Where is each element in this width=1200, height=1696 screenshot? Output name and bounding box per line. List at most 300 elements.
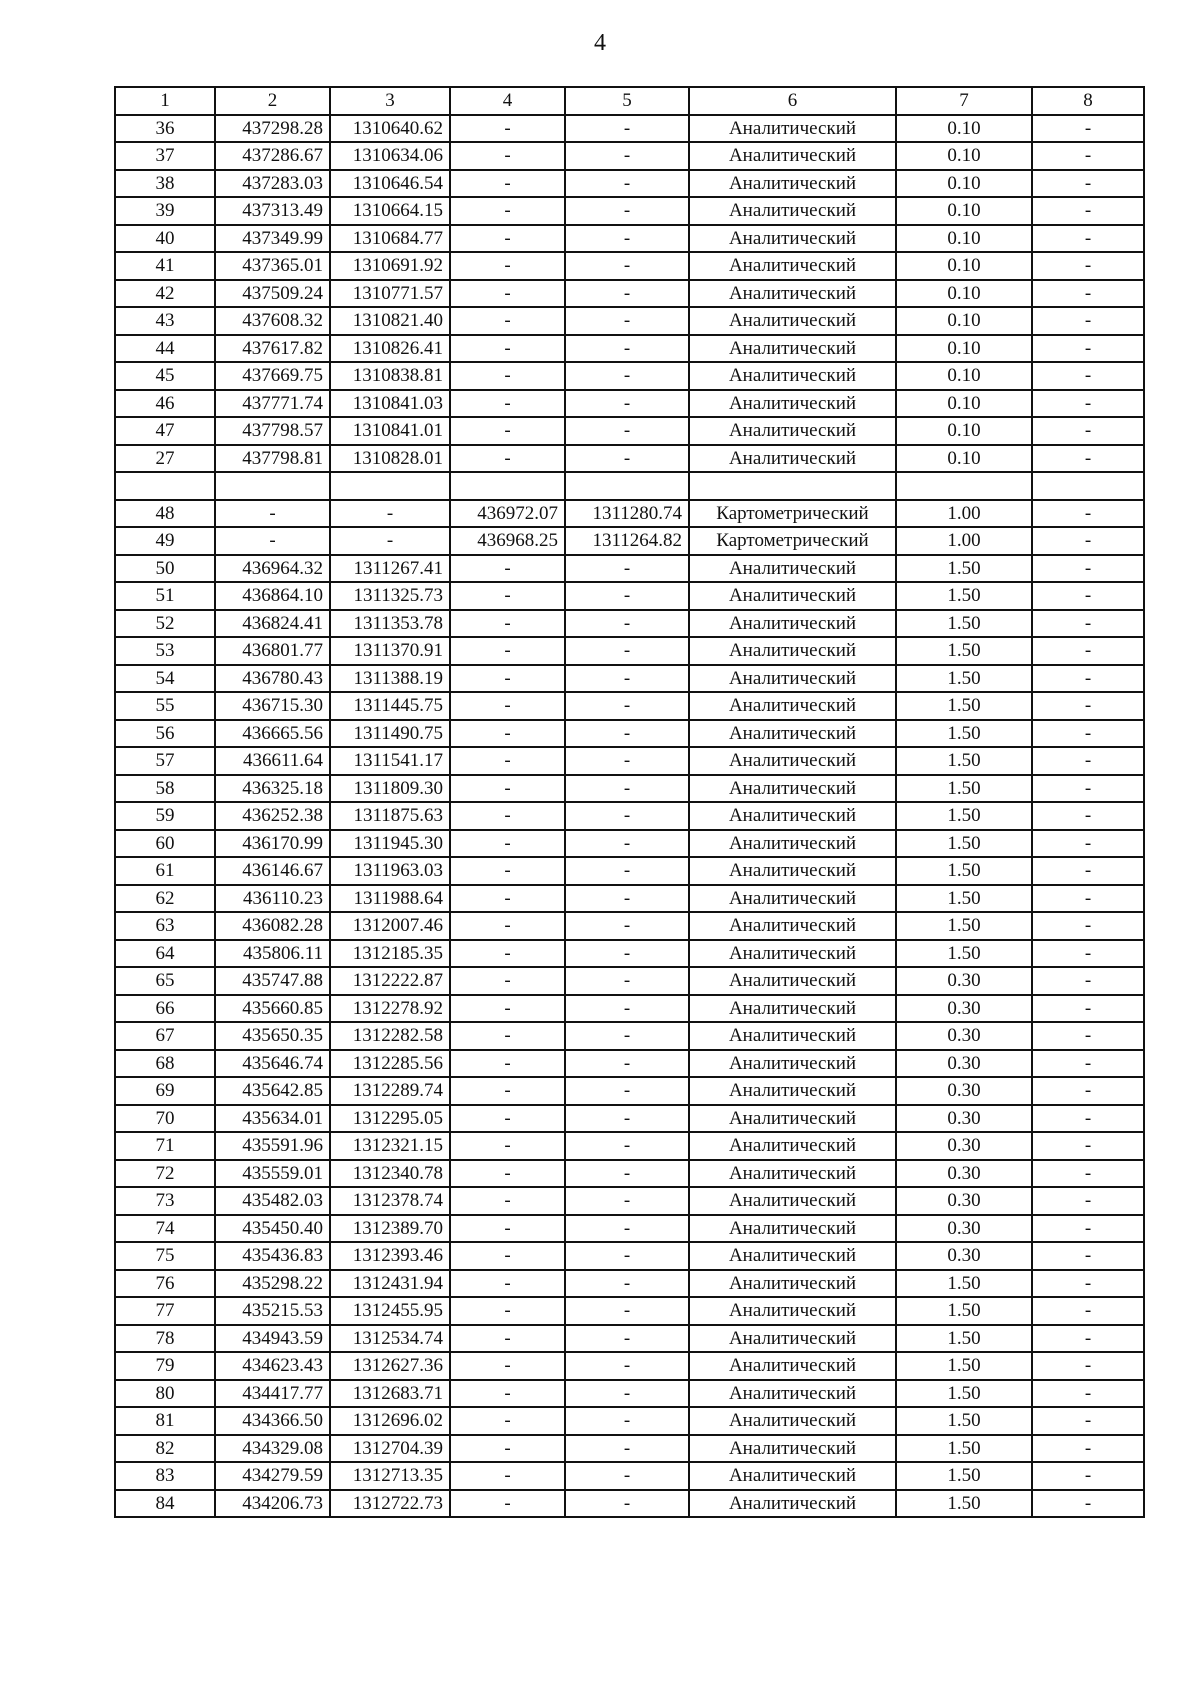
table-cell: - [565, 802, 689, 830]
table-cell: - [450, 830, 565, 858]
table-cell: 1.50 [896, 1462, 1032, 1490]
table-cell: - [450, 1380, 565, 1408]
table-cell: 81 [115, 1407, 215, 1435]
table-cell: 59 [115, 802, 215, 830]
table-cell: - [565, 665, 689, 693]
table-cell: 1.50 [896, 1380, 1032, 1408]
table-cell: - [565, 115, 689, 143]
table-cell: - [1032, 252, 1144, 280]
table-cell: 68 [115, 1050, 215, 1078]
table-row [115, 995, 1144, 1023]
table-cell: - [215, 527, 330, 555]
table-cell: 0.10 [896, 445, 1032, 473]
table-cell: 436780.43 [215, 665, 330, 693]
table-cell: - [565, 1187, 689, 1215]
table-row [115, 500, 1144, 528]
table-cell: - [1032, 802, 1144, 830]
table-row [115, 225, 1144, 253]
table-row [115, 637, 1144, 665]
table-cell: - [450, 637, 565, 665]
table-cell: - [565, 362, 689, 390]
table-cell: - [1032, 170, 1144, 198]
table-cell [565, 472, 689, 500]
table-cell: 1.50 [896, 637, 1032, 665]
table-cell: - [1032, 940, 1144, 968]
table-cell: 54 [115, 665, 215, 693]
table-cell: 80 [115, 1380, 215, 1408]
table-row [115, 665, 1144, 693]
table-row [115, 610, 1144, 638]
column-header: 4 [450, 87, 565, 115]
table-cell: 1311280.74 [565, 500, 689, 528]
table-cell: 1.50 [896, 692, 1032, 720]
table-cell: - [1032, 1380, 1144, 1408]
table-cell: 1310838.81 [330, 362, 450, 390]
table-row [115, 967, 1144, 995]
table-row [115, 1105, 1144, 1133]
table-cell: - [1032, 500, 1144, 528]
table-cell: Аналитический [689, 115, 896, 143]
table-cell: 1312627.36 [330, 1352, 450, 1380]
table-row [115, 1407, 1144, 1435]
table-cell: - [1032, 857, 1144, 885]
table-cell: 52 [115, 610, 215, 638]
table-cell: 1312285.56 [330, 1050, 450, 1078]
table-cell: Аналитический [689, 885, 896, 913]
table-cell: 1.50 [896, 1297, 1032, 1325]
table-cell: - [565, 445, 689, 473]
table-cell: - [450, 610, 565, 638]
table-cell: - [450, 1297, 565, 1325]
table-cell: 1.50 [896, 802, 1032, 830]
table-cell: 437617.82 [215, 335, 330, 363]
table-cell: - [450, 280, 565, 308]
table-cell: - [1032, 582, 1144, 610]
table-cell: - [450, 1407, 565, 1435]
table-cell: 1.50 [896, 555, 1032, 583]
table-cell: Аналитический [689, 1380, 896, 1408]
table-cell: Аналитический [689, 445, 896, 473]
table-cell: 1.00 [896, 527, 1032, 555]
table-cell: 435450.40 [215, 1215, 330, 1243]
table-cell: - [565, 252, 689, 280]
table-cell: Аналитический [689, 720, 896, 748]
table-cell: - [1032, 1352, 1144, 1380]
table-cell: - [565, 1407, 689, 1435]
table-cell: 78 [115, 1325, 215, 1353]
table-cell: 437798.57 [215, 417, 330, 445]
table-cell: 1.50 [896, 747, 1032, 775]
table-cell: - [565, 912, 689, 940]
table-row [115, 1160, 1144, 1188]
table-cell: 56 [115, 720, 215, 748]
table-cell: 0.30 [896, 1242, 1032, 1270]
table-cell: 38 [115, 170, 215, 198]
table-cell: - [565, 1050, 689, 1078]
table-cell: 0.30 [896, 1187, 1032, 1215]
table-cell: - [1032, 527, 1144, 555]
table-cell: 1310640.62 [330, 115, 450, 143]
table-cell: 436964.32 [215, 555, 330, 583]
table-cell: 437298.28 [215, 115, 330, 143]
table-cell: 1.50 [896, 1270, 1032, 1298]
table-cell: 436146.67 [215, 857, 330, 885]
table-cell: - [1032, 390, 1144, 418]
table-cell: - [1032, 1160, 1144, 1188]
table-cell: - [450, 692, 565, 720]
table-cell: 74 [115, 1215, 215, 1243]
table-cell: 434417.77 [215, 1380, 330, 1408]
table-cell: 0.10 [896, 252, 1032, 280]
table-cell: 72 [115, 1160, 215, 1188]
table-cell: - [1032, 885, 1144, 913]
table-cell: - [565, 1077, 689, 1105]
table-cell: - [450, 335, 565, 363]
table-cell: - [1032, 1022, 1144, 1050]
table-cell: 1310691.92 [330, 252, 450, 280]
table-cell: 1312222.87 [330, 967, 450, 995]
table-cell: - [1032, 720, 1144, 748]
table-cell: 436252.38 [215, 802, 330, 830]
table-cell: 1.50 [896, 1407, 1032, 1435]
table-cell: 1312713.35 [330, 1462, 450, 1490]
table-cell: 50 [115, 555, 215, 583]
table-cell: 1311325.73 [330, 582, 450, 610]
table-cell: 1.50 [896, 720, 1032, 748]
table-cell: - [450, 1050, 565, 1078]
table-cell: - [1032, 335, 1144, 363]
table-cell: - [1032, 1325, 1144, 1353]
table-cell: 66 [115, 995, 215, 1023]
table-row [115, 1352, 1144, 1380]
table-cell: - [565, 1490, 689, 1518]
table-cell: 1312340.78 [330, 1160, 450, 1188]
column-header: 5 [565, 87, 689, 115]
table-cell: - [565, 1435, 689, 1463]
table-cell: 1311353.78 [330, 610, 450, 638]
table-cell: 0.30 [896, 995, 1032, 1023]
table-cell: 435215.53 [215, 1297, 330, 1325]
table-cell: 1312534.74 [330, 1325, 450, 1353]
table-cell: - [565, 720, 689, 748]
table-row [115, 115, 1144, 143]
table-cell: 1.50 [896, 885, 1032, 913]
table-row [115, 1132, 1144, 1160]
table-cell: 1.50 [896, 1490, 1032, 1518]
table-row [115, 912, 1144, 940]
table-row [115, 527, 1144, 555]
table-cell: 55 [115, 692, 215, 720]
table-cell: Аналитический [689, 417, 896, 445]
table-cell: - [1032, 1105, 1144, 1133]
table-row [115, 1270, 1144, 1298]
table-cell: - [565, 775, 689, 803]
table-cell: 69 [115, 1077, 215, 1105]
table-cell: 435650.35 [215, 1022, 330, 1050]
table-cell: Аналитический [689, 1215, 896, 1243]
table-cell: 1311963.03 [330, 857, 450, 885]
table-row [115, 1462, 1144, 1490]
table-cell: 65 [115, 967, 215, 995]
table-row [115, 692, 1144, 720]
table-cell: - [450, 417, 565, 445]
table-cell: Аналитический [689, 1352, 896, 1380]
table-cell: - [1032, 1242, 1144, 1270]
table-cell: 437798.81 [215, 445, 330, 473]
table-cell: - [450, 1462, 565, 1490]
table-cell: 1310826.41 [330, 335, 450, 363]
table-cell: - [450, 390, 565, 418]
table-cell: Аналитический [689, 362, 896, 390]
table-row [115, 362, 1144, 390]
table-cell: Аналитический [689, 280, 896, 308]
table-cell: - [1032, 280, 1144, 308]
table-cell: Аналитический [689, 225, 896, 253]
table-cell: 0.10 [896, 307, 1032, 335]
table-cell: - [565, 1132, 689, 1160]
table-cell: Аналитический [689, 1077, 896, 1105]
table-cell: 0.10 [896, 225, 1032, 253]
table-cell: - [450, 307, 565, 335]
table-cell: - [565, 940, 689, 968]
table-cell: Аналитический [689, 390, 896, 418]
table-cell: - [565, 390, 689, 418]
table-cell: 436972.07 [450, 500, 565, 528]
table-cell: - [450, 555, 565, 583]
table-cell: 45 [115, 362, 215, 390]
table-cell: 47 [115, 417, 215, 445]
table-cell: - [450, 1132, 565, 1160]
table-cell: 75 [115, 1242, 215, 1270]
table-cell: 71 [115, 1132, 215, 1160]
table-cell: 437365.01 [215, 252, 330, 280]
table-cell: Аналитический [689, 665, 896, 693]
table-cell: - [450, 857, 565, 885]
table-cell: - [1032, 1050, 1144, 1078]
table-cell: 1312393.46 [330, 1242, 450, 1270]
table-cell: - [330, 500, 450, 528]
table-cell: Аналитический [689, 1050, 896, 1078]
table-cell: - [1032, 1077, 1144, 1105]
table-row [115, 857, 1144, 885]
table-row [115, 1215, 1144, 1243]
column-header: 6 [689, 87, 896, 115]
table-cell: 1312278.92 [330, 995, 450, 1023]
table-cell: Аналитический [689, 1297, 896, 1325]
table-cell: Аналитический [689, 995, 896, 1023]
table-cell: - [450, 1325, 565, 1353]
table-cell: 1312321.15 [330, 1132, 450, 1160]
table-cell: - [565, 197, 689, 225]
table-cell: 435482.03 [215, 1187, 330, 1215]
table-cell: Аналитический [689, 197, 896, 225]
table-cell: 436824.41 [215, 610, 330, 638]
table-cell: - [215, 500, 330, 528]
table-cell: 1311541.17 [330, 747, 450, 775]
table-cell: 41 [115, 252, 215, 280]
table-row [115, 830, 1144, 858]
table-cell: - [565, 1215, 689, 1243]
table-cell: - [1032, 1215, 1144, 1243]
table-cell [330, 472, 450, 500]
table-cell: Аналитический [689, 802, 896, 830]
table-cell: Картометрический [689, 527, 896, 555]
table-row [115, 307, 1144, 335]
table-cell: - [565, 637, 689, 665]
table-cell: - [565, 1105, 689, 1133]
table-cell: - [565, 1462, 689, 1490]
table-cell: 434623.43 [215, 1352, 330, 1380]
table-cell: 1311370.91 [330, 637, 450, 665]
table-cell: 437771.74 [215, 390, 330, 418]
table-cell: 435591.96 [215, 1132, 330, 1160]
table-cell: 1312289.74 [330, 1077, 450, 1105]
table-cell: 435298.22 [215, 1270, 330, 1298]
table-cell: 1310841.01 [330, 417, 450, 445]
table-cell: 1311388.19 [330, 665, 450, 693]
table-cell: 58 [115, 775, 215, 803]
table-cell: 0.30 [896, 1077, 1032, 1105]
table-cell: 0.30 [896, 1105, 1032, 1133]
table-cell: - [565, 1325, 689, 1353]
table-cell: Картометрический [689, 500, 896, 528]
table-cell: - [1032, 610, 1144, 638]
table-cell: 1.50 [896, 857, 1032, 885]
table-cell: 436110.23 [215, 885, 330, 913]
table-cell: - [565, 582, 689, 610]
table-cell: - [1032, 1132, 1144, 1160]
table-cell: - [1032, 912, 1144, 940]
table-cell: 1.50 [896, 830, 1032, 858]
table-cell: - [565, 142, 689, 170]
table-cell: - [565, 417, 689, 445]
table-cell: - [1032, 1270, 1144, 1298]
table-cell: - [565, 1297, 689, 1325]
table-cell: - [1032, 417, 1144, 445]
column-header: 3 [330, 87, 450, 115]
table-cell: - [1032, 307, 1144, 335]
table-cell: - [565, 280, 689, 308]
table-cell: - [450, 225, 565, 253]
table-cell: 437669.75 [215, 362, 330, 390]
table-row [115, 197, 1144, 225]
table-cell: - [565, 335, 689, 363]
table-cell: - [450, 940, 565, 968]
table-cell: - [1032, 142, 1144, 170]
table-cell: 82 [115, 1435, 215, 1463]
table-row [115, 1297, 1144, 1325]
table-cell: 0.10 [896, 417, 1032, 445]
table-cell: 1312378.74 [330, 1187, 450, 1215]
table-cell: - [450, 885, 565, 913]
table-cell: 0.30 [896, 1050, 1032, 1078]
table-cell: - [1032, 115, 1144, 143]
table-cell: 84 [115, 1490, 215, 1518]
table-cell: - [1032, 225, 1144, 253]
table-cell: 79 [115, 1352, 215, 1380]
table-cell: 434366.50 [215, 1407, 330, 1435]
table-cell: 1312431.94 [330, 1270, 450, 1298]
table-cell: Аналитический [689, 1490, 896, 1518]
table-cell: 1311445.75 [330, 692, 450, 720]
table-cell: - [450, 582, 565, 610]
table-row [115, 555, 1144, 583]
table-cell: 1311875.63 [330, 802, 450, 830]
table-cell: Аналитический [689, 1160, 896, 1188]
table-cell: 437286.67 [215, 142, 330, 170]
table-cell: 27 [115, 445, 215, 473]
table-cell: Аналитический [689, 940, 896, 968]
table-cell: 61 [115, 857, 215, 885]
table-cell: 435436.83 [215, 1242, 330, 1270]
table-row [115, 1242, 1144, 1270]
table-cell: 1311945.30 [330, 830, 450, 858]
table-cell: 37 [115, 142, 215, 170]
table-cell: - [450, 445, 565, 473]
table-cell: Аналитический [689, 1105, 896, 1133]
table-cell: 436325.18 [215, 775, 330, 803]
table-cell: 0.10 [896, 115, 1032, 143]
table-cell: - [450, 1352, 565, 1380]
table-cell: 1310634.06 [330, 142, 450, 170]
table-cell: 1311809.30 [330, 775, 450, 803]
table-cell: - [1032, 967, 1144, 995]
table-cell: Аналитический [689, 692, 896, 720]
table-cell: 70 [115, 1105, 215, 1133]
table-cell: 49 [115, 527, 215, 555]
table-cell: - [450, 252, 565, 280]
table-cell: 39 [115, 197, 215, 225]
table-row [115, 802, 1144, 830]
table-cell: - [1032, 1462, 1144, 1490]
table-cell: Аналитический [689, 555, 896, 583]
table-row [115, 390, 1144, 418]
table-cell: 57 [115, 747, 215, 775]
table-cell: - [1032, 637, 1144, 665]
page-number: 4 [594, 30, 606, 56]
table-cell: Аналитический [689, 307, 896, 335]
table-cell: Аналитический [689, 252, 896, 280]
table-cell: - [450, 1490, 565, 1518]
table-cell: 1312704.39 [330, 1435, 450, 1463]
table-cell: 77 [115, 1297, 215, 1325]
table-cell: Аналитический [689, 747, 896, 775]
table-cell: Аналитический [689, 1242, 896, 1270]
table-cell: - [565, 857, 689, 885]
table-row [115, 142, 1144, 170]
table-cell: - [1032, 445, 1144, 473]
table-cell: - [450, 802, 565, 830]
table-cell: - [450, 665, 565, 693]
table-cell: 1310828.01 [330, 445, 450, 473]
table-cell: 436082.28 [215, 912, 330, 940]
table-row [115, 775, 1144, 803]
table-cell: - [565, 692, 689, 720]
table-cell: - [450, 1105, 565, 1133]
table-cell: 434329.08 [215, 1435, 330, 1463]
column-header: 7 [896, 87, 1032, 115]
table-cell: 437313.49 [215, 197, 330, 225]
table-cell: 436801.77 [215, 637, 330, 665]
table-cell: 0.10 [896, 142, 1032, 170]
table-cell: - [1032, 1407, 1144, 1435]
table-cell: 434206.73 [215, 1490, 330, 1518]
table-cell: 1310821.40 [330, 307, 450, 335]
table-cell: - [450, 115, 565, 143]
table-cell: - [1032, 775, 1144, 803]
table-cell: - [1032, 830, 1144, 858]
table-cell: 67 [115, 1022, 215, 1050]
